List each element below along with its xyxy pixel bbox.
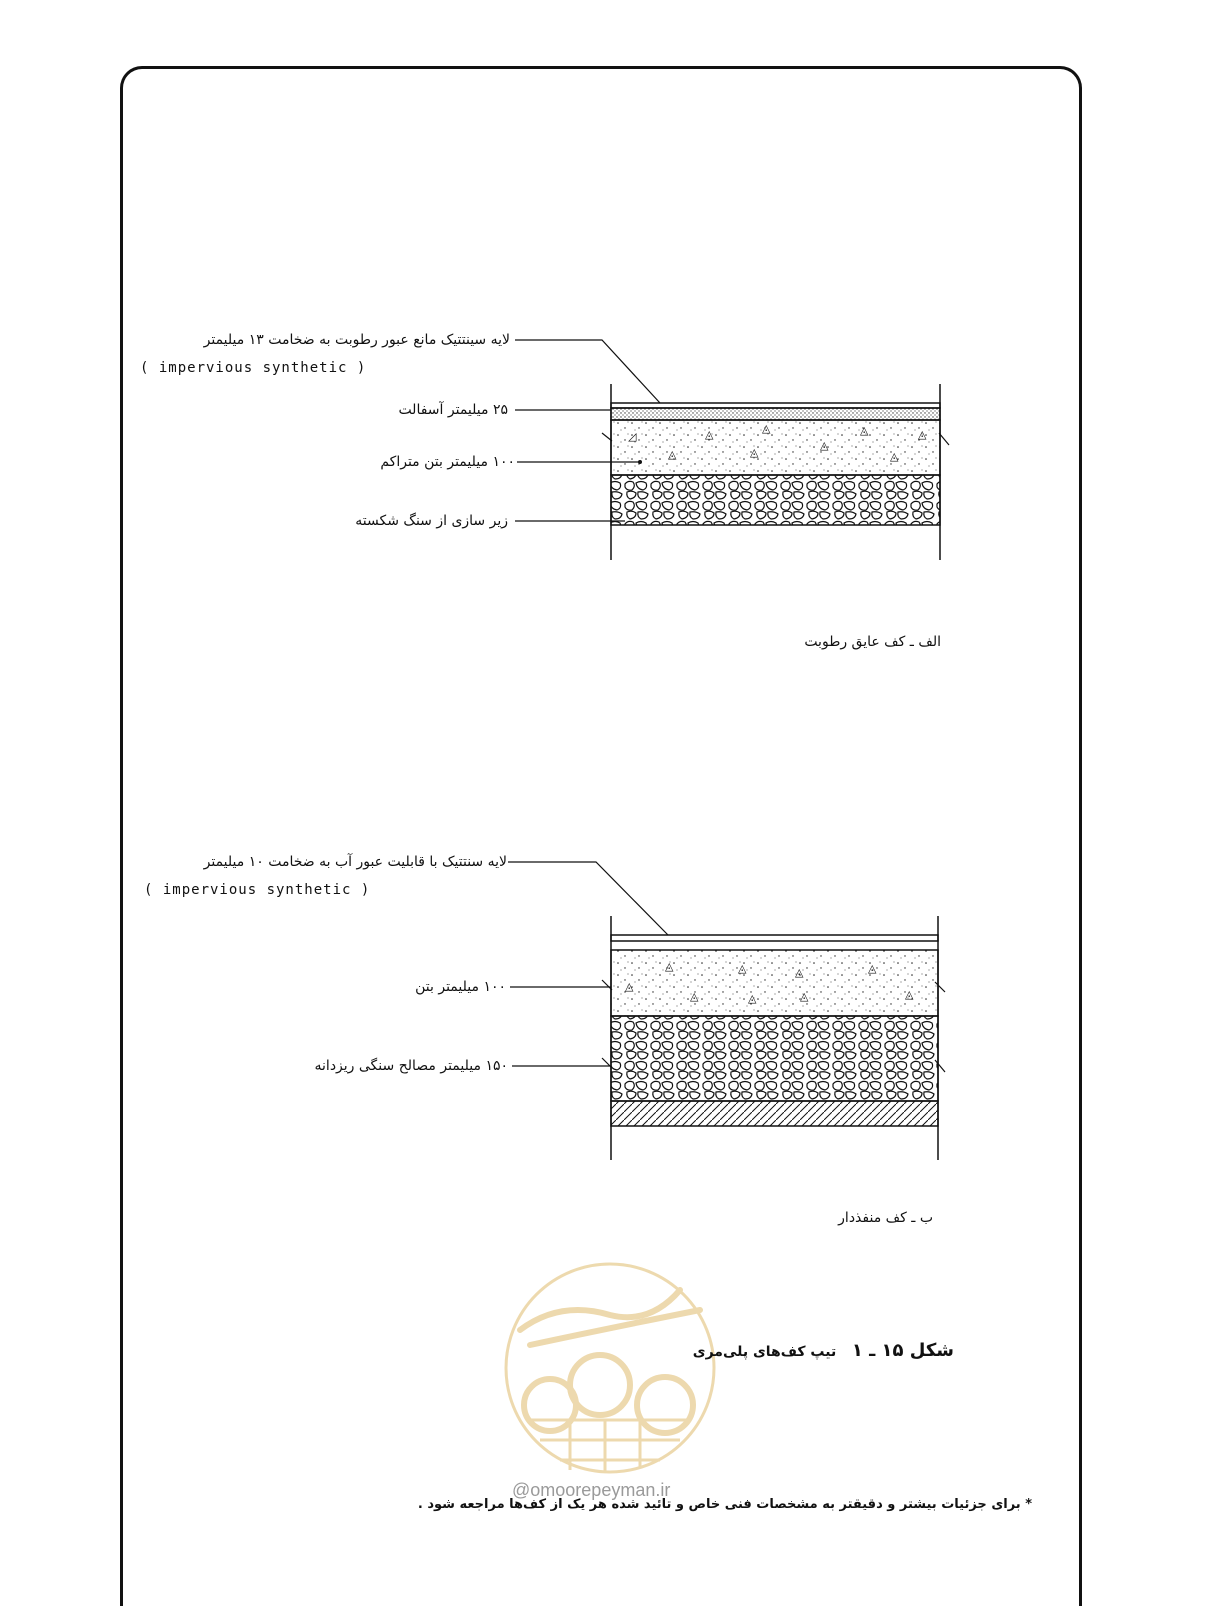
svg-text:◬: ◬: [860, 424, 869, 437]
svg-text:◬: ◬: [820, 439, 829, 452]
svg-text:◬: ◬: [738, 962, 747, 975]
figure-number: شکل ۱۵ ـ ۱: [851, 1340, 954, 1361]
layer-label-fine-aggregate: ۱۵۰ میلیمتر مصالح سنگی ریزدانه: [314, 1058, 508, 1074]
crushed-stone-layer: [611, 475, 940, 525]
layer-sublabel-synthetic-a: ( impervious synthetic ): [140, 360, 367, 376]
svg-text:◿: ◿: [628, 430, 637, 443]
asphalt-layer: [611, 408, 940, 420]
svg-text:◬: ◬: [800, 990, 809, 1003]
svg-text:◬: ◬: [665, 960, 674, 973]
layer-label-crushed-stone: زیر سازی از سنگ شکسته: [355, 513, 508, 529]
watermark-text: @omoorepeyman.ir: [512, 1480, 671, 1500]
figure-title: [693, 1340, 954, 1361]
concrete-layer-b: [611, 950, 938, 1016]
svg-text:◬: ◬: [705, 428, 714, 441]
omoorepeyman-logo: [506, 1264, 714, 1472]
svg-text:◬: ◬: [795, 966, 804, 979]
detail-a-section: [515, 340, 949, 560]
svg-text:◬: ◬: [890, 450, 899, 463]
synthetic-layer-b: [611, 935, 938, 941]
layer-label-synthetic-b: لایه سنتتیک با قابلیت عبور آب به ضخامت ۱۰ میلیمتر: [203, 854, 507, 870]
svg-text:◬: ◬: [905, 988, 914, 1001]
svg-text:◬: ◬: [868, 962, 877, 975]
svg-text:◬: ◬: [762, 422, 771, 435]
svg-text:◬: ◬: [750, 446, 759, 459]
svg-text:◬: ◬: [668, 448, 677, 461]
caption-detail-b: ب ـ کف منفذدار: [838, 1210, 933, 1226]
caption-detail-a: الف ـ کف عایق رطوبت: [804, 634, 941, 650]
layer-label-concrete: ۱۰۰ میلیمتر بتن: [415, 979, 506, 995]
svg-text:◬: ◬: [690, 990, 699, 1003]
layer-label-synthetic-a: لایه سینتتیک مانع عبور رطوبت به ضخامت ۱۳ میلیمتر: [203, 332, 510, 348]
subgrade-soil: [611, 1101, 938, 1126]
layer-label-compacted-concrete: ۱۰۰ میلیمتر بتن متراکم: [380, 454, 515, 470]
fine-aggregate-layer: [611, 1016, 938, 1101]
layer-label-asphalt: ۲۵ میلیمتر آسفالت: [398, 402, 508, 418]
svg-text:◬: ◬: [625, 980, 634, 993]
svg-text:◬: ◬: [918, 428, 927, 441]
footnote: * برای جزئیات بیشتر و دقیقتر به مشخصات فنی خاص و تائید شده هر یک از کف‌ها مراجعه شود .: [417, 1497, 1032, 1512]
concrete-layer-a: [611, 420, 940, 475]
figure-caption: تیپ کف‌های پلی‌مری: [692, 1344, 837, 1360]
svg-text:◬: ◬: [748, 992, 757, 1005]
detail-b-section: [508, 862, 945, 1160]
layer-sublabel-synthetic-b: ( impervious synthetic ): [144, 882, 371, 898]
